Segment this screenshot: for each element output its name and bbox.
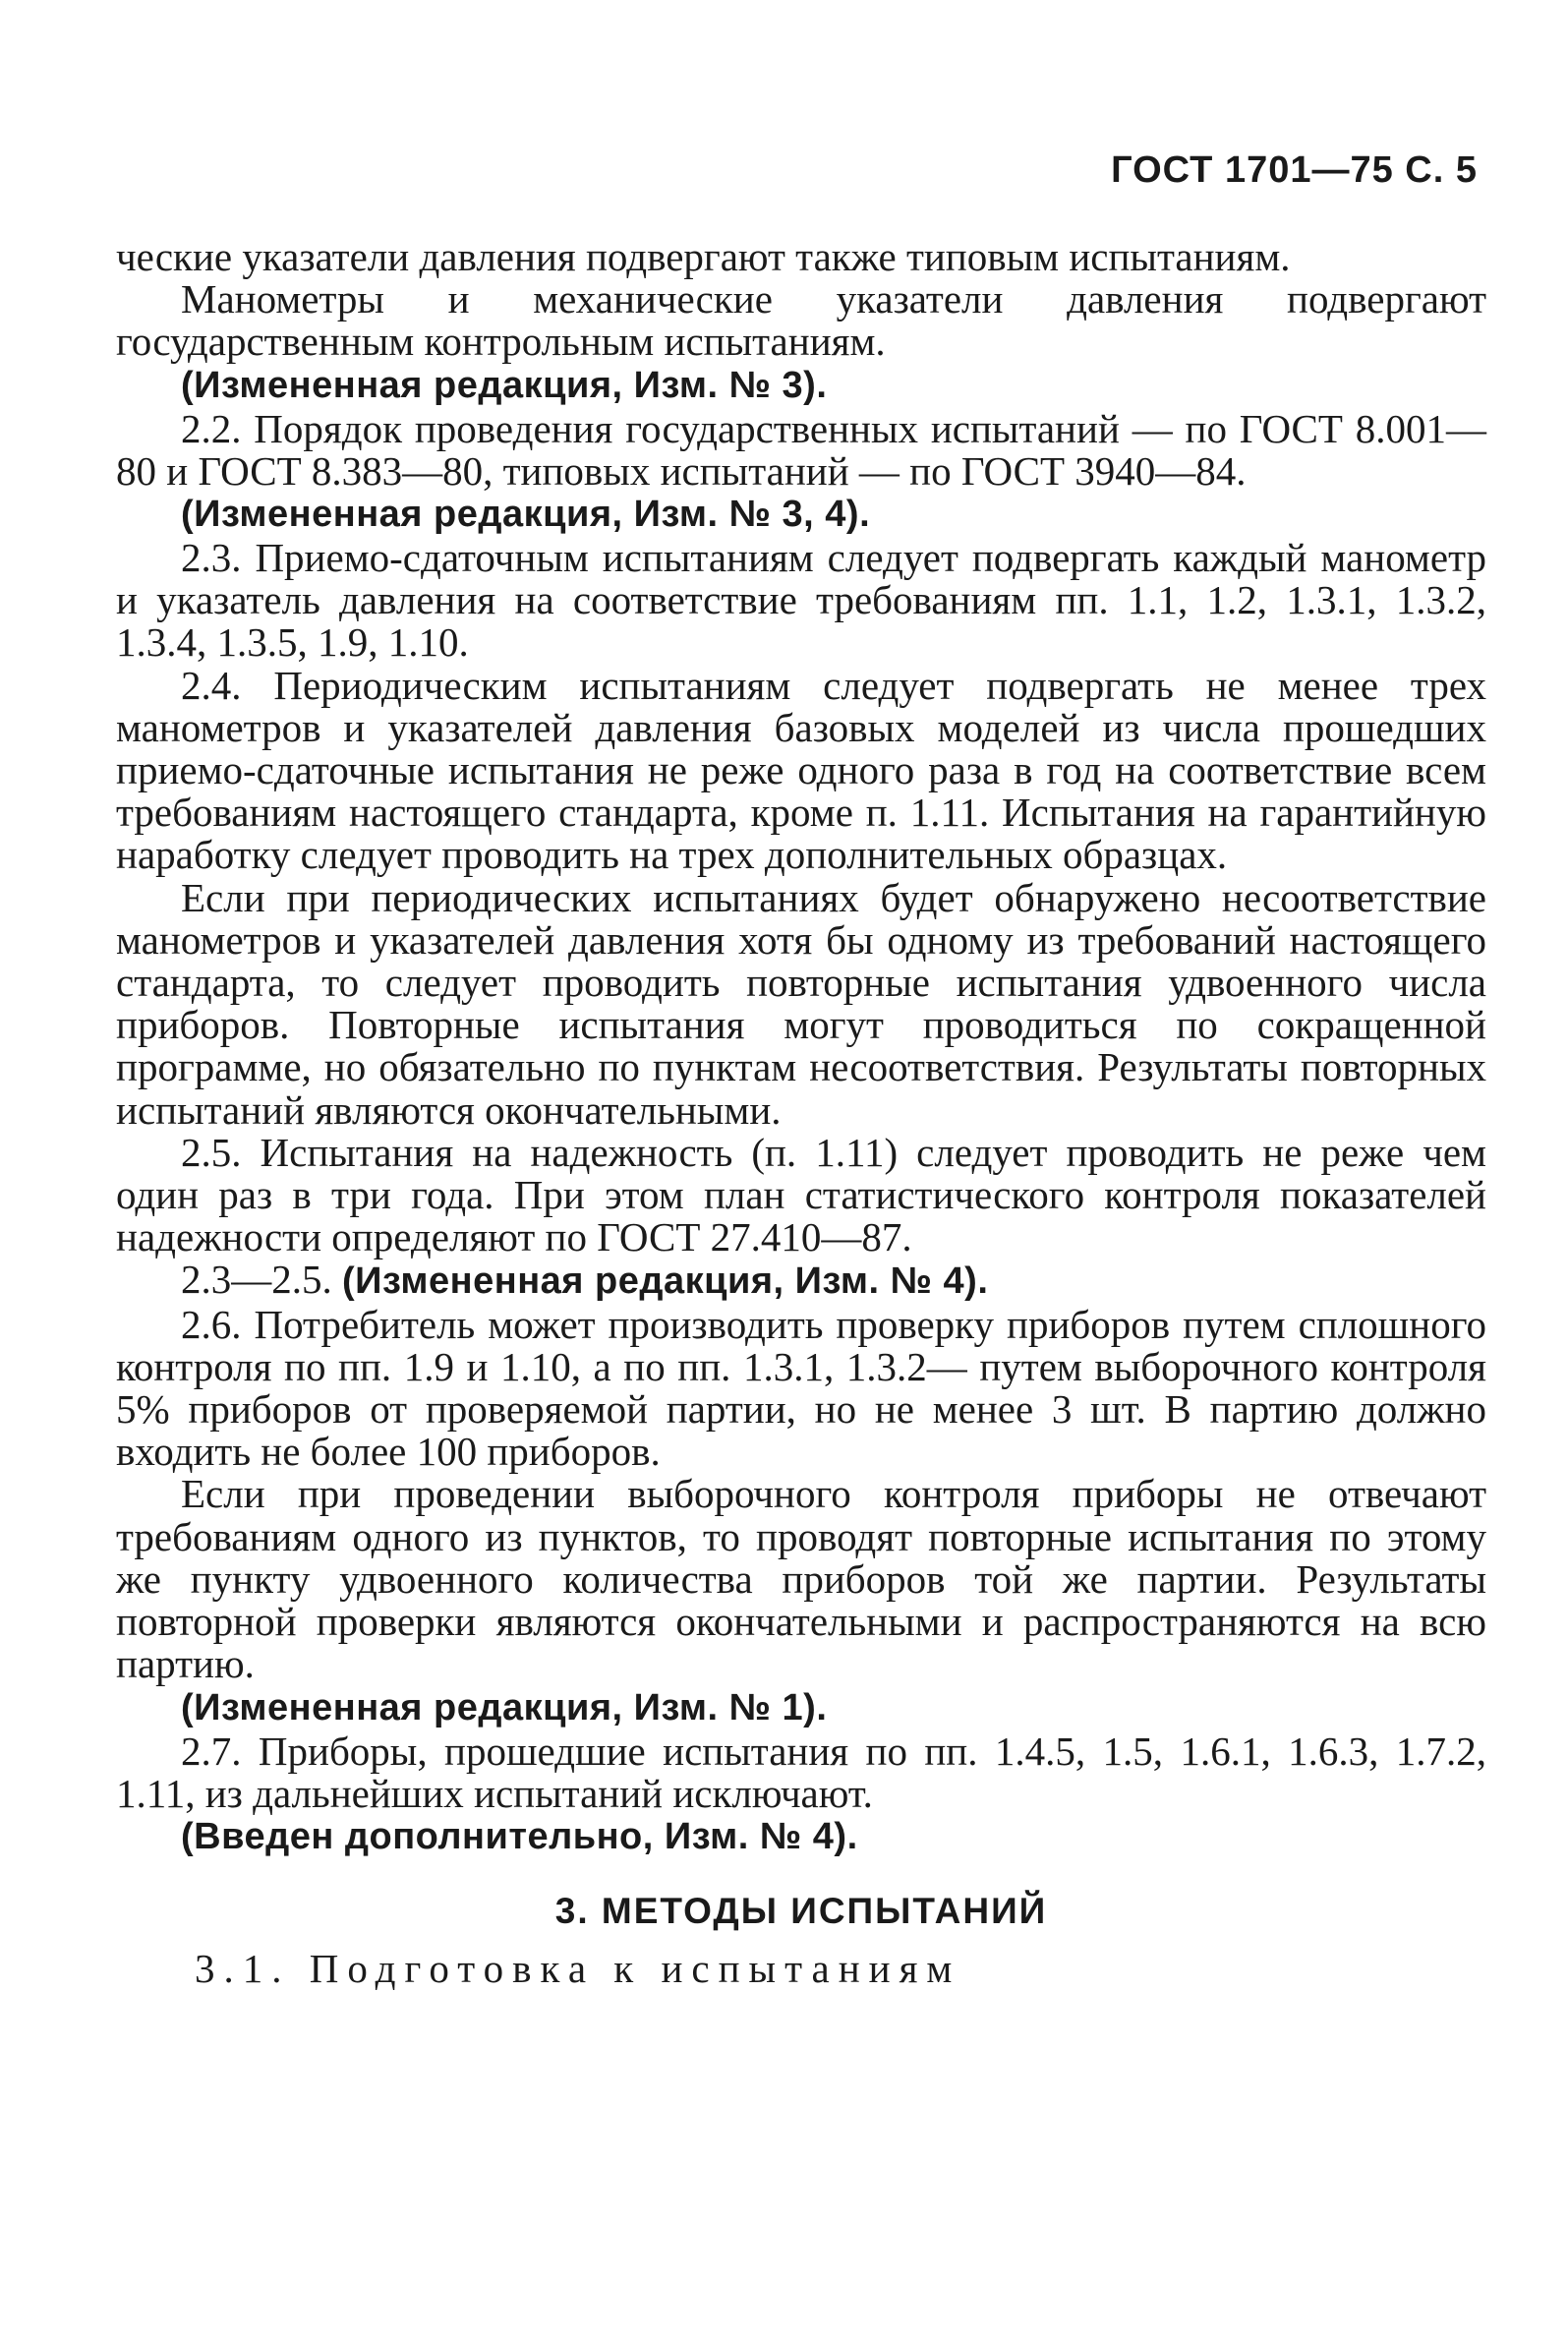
amendment-note: (Введен дополнительно, Изм. № 4). [181,1815,858,1857]
paragraph-2-4: 2.4. Периодическим испытаниям следует подвергать не менее трех манометров и указателей давления базовых моделей из числа прошедших приемо-сдаточные испытания не реже одного раза в год на соответствие всем требованиям настоящего стандарта, кроме п. 1.11. Испытания на гарантийную наработку следует проводить на трех дополнительных образцах. [116,662,1486,878]
section-heading: 3. МЕТОДЫ ИСПЫТАНИЙ [554,1890,1048,1931]
paragraph-2-2: 2.2. Порядок проведения государственных испытаний — по ГОСТ 8.001—80 и ГОСТ 8.383—80, типовых испытаний — по ГОСТ 3940—84. [116,405,1486,494]
paragraph-2-3: 2.3. Приемо-сдаточным испытаниям следует подвергать каждый манометр и указатель давления на соответствие требованиям пп. 1.1, 1.2, 1.3.1, 1.3.2, 1.3.4, 1.3.5, 1.9, 1.10. [116,535,1486,666]
paragraph-2-7: 2.7. Приборы, прошедшие испытания по пп. 1.4.5, 1.5, 1.6.1, 1.6.3, 1.7.2, 1.11, из дальнейших испытаний исключают. [116,1728,1486,1816]
paragraph-continuation: ческие указатели давления подвергают также типовым испытаниям. [116,234,1291,279]
amendment-note: (Измененная редакция, Изм. № 1). [181,1686,828,1728]
paragraph-2-6: 2.6. Потребитель может производить проверку приборов путем сплошного контроля по пп. 1.9 и 1.10, а по пп. 1.3.1, 1.3.2— путем выборочного контроля 5% приборов от проверяемой партии, но не менее 3 шт. В партию должно входить не более 100 приборов. [116,1301,1486,1475]
amendment-note: (Измененная редакция, Изм. № 3, 4). [181,494,871,536]
clause-range: 2.3—2.5. [181,1257,332,1303]
subsection-heading: 3.1. Подготовка к испытаниям [195,1945,961,1991]
paragraph-2-5: 2.5. Испытания на надежность (п. 1.11) следует проводить не реже чем один раз в три года. При этом план статистического контроля показателей надежности определяют по ГОСТ 27.410—87. [116,1129,1486,1260]
paragraph-2-4-repeat-tests: Если при периодических испытаниях будет обнаружено несоответствие манометров и указателей давления хотя бы одному из требований настоящего стандарта, то следует проводить повторные испытания удвоенного числа приборов. Повторные испытания могут проводиться по сокращенной программе, но обязательно по пунктам несоответствия. Результаты повторных испытаний являются окончательными. [116,874,1486,1133]
amendment-note-range [116,1259,1486,1303]
document-body [116,236,1486,1993]
paragraph-2-6-sampling: Если при проведении выборочного контроля приборы не отвечают требованиям одного из пунктов, то проводят повторные испытания по этому же пункту удвоенного количества приборов той же партии. Результаты повторной проверки являются окончательными и распространяются на всю партию. [116,1471,1486,1687]
running-header: ГОСТ 1701—75 С. 5 [1111,149,1478,191]
amendment-note: (Измененная редакция, Изм. № 3). [181,364,828,406]
paragraph-state-tests: Манометры и механические указатели давления подвергают государственным контрольным испытаниям. [116,276,1486,365]
amendment-note: (Измененная редакция, Изм. № 4). [342,1260,989,1303]
